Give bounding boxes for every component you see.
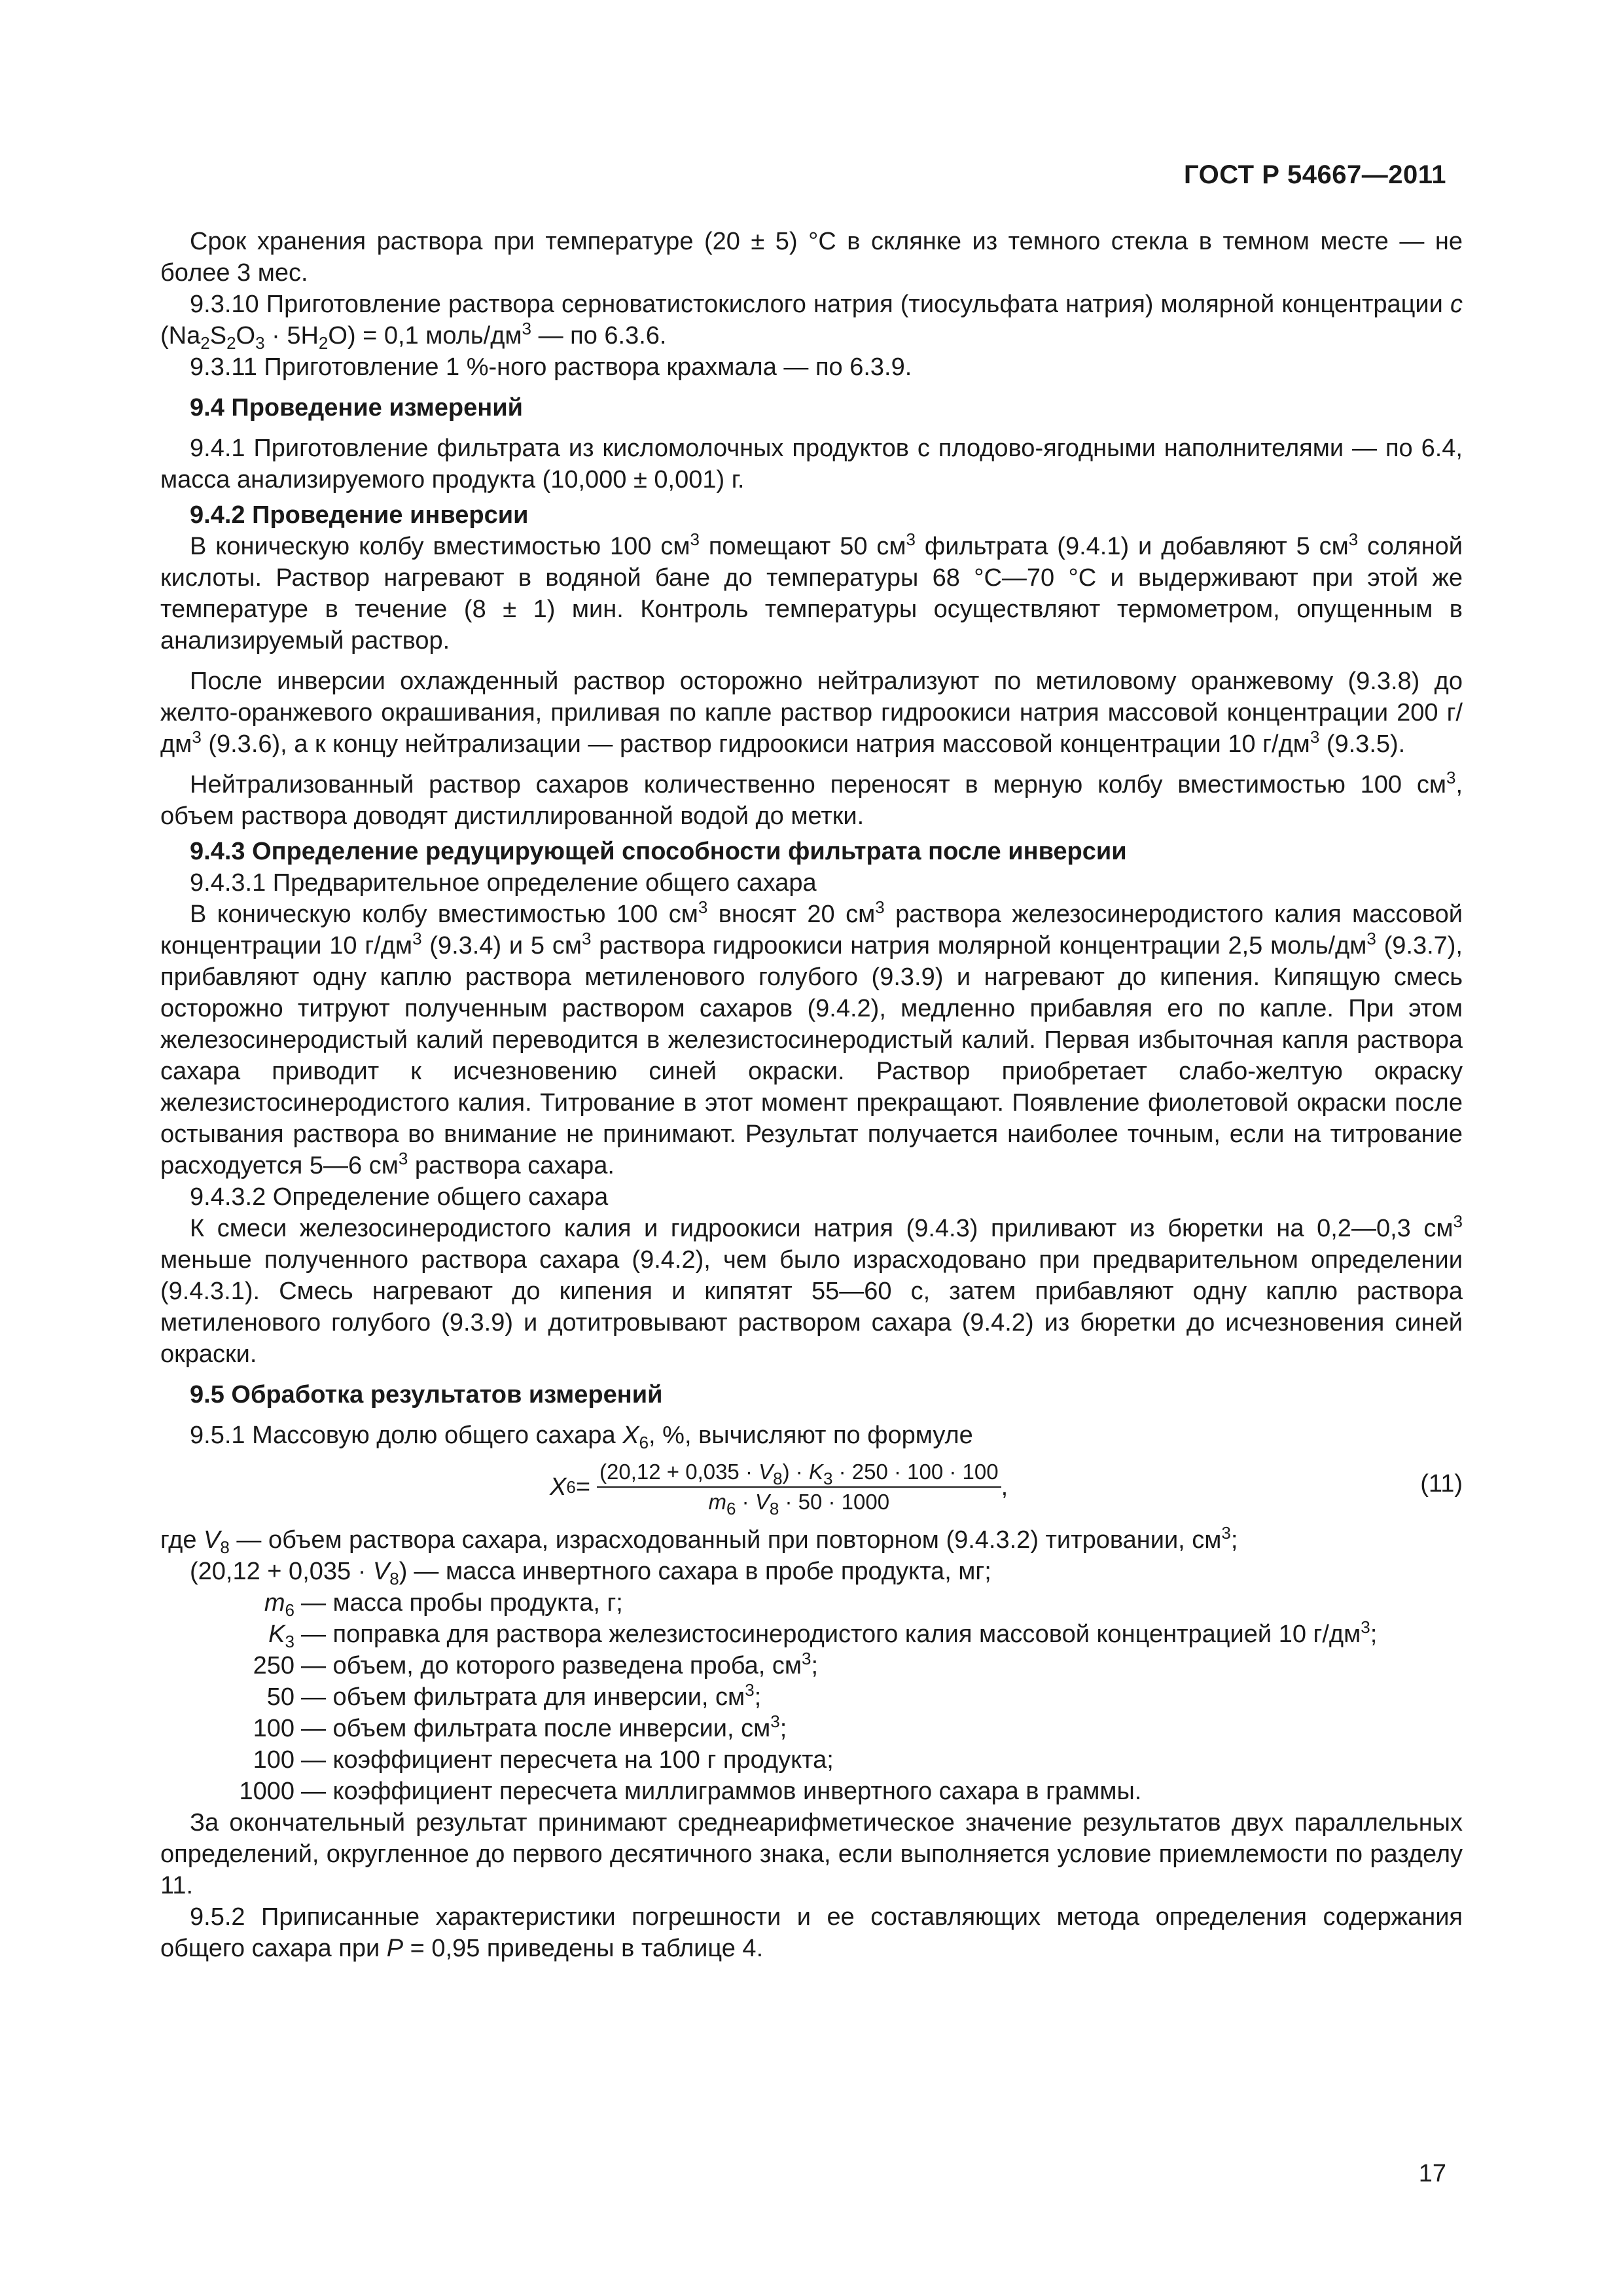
paragraph-total-sugar: К смеси железосинеродистого калия и гидроокиси натрия (9.4.3) приливают из бюретки на 0,2—0,3 $см^3$ меньше полученного раствора сахара (9.4.2), чем было израсходовано при предварительном определении (9.4.3.1). Смесь нагревают до кипения и кипятят 55—60 с, затем прибавляют одну каплю раствора метиленового голубого (9.3.9) и дотитровывают раствором сахара (9.4.2) из бюретки до исчезновения синей окраски. [160,1211,1463,1368]
formula-fraction [597,1459,1001,1518]
paragraph-preliminary: В коническую колбу вместимостью 100 $см^3$ вносят 20 $см^3$ раствора железосинеродистого калия массовой концентрации 10 $г/дм^3$ (9.3.4) и 5 $см^3$ раствора гидроокиси натрия молярной концентрации 2,5 моль/$дм^3$ (9.3.7), прибавляют одну каплю раствора метиленового голубого (9.3.9) и нагревают до кипения. Кипящую смесь осторожно титруют полученным раствором сахаров (9.4.2), медленно прибавляя его по капле. При этом железосинеродистый калий переводится в железистосинеродистый калий. Первая избыточная капля раствора сахара приводит к исчезновению синей окраски. Раствор приобретает слабо-желтую окраску железистосинеродистого калия. Титрование в этот момент прекращают. Появление фиолетовой окраски после остывания раствора во внимание не принимают. Результат получается наиболее точным, если на титрование расходуется 5—6 $см^3$ раствора сахара. [160,897,1463,1179]
legend-m6: $m_6$ — масса пробы продукта, г; [264,1589,623,1620]
legend-50: 50 — объем фильтрата для инверсии, $см^3$; [266,1680,762,1711]
paragraph-9-4-3-1: 9.4.3.1 Предварительное определение общего сахара [190,869,817,897]
document-code-header: ГОСТ Р 54667—2011 [1184,160,1446,189]
paragraph-9-3-11: 9.3.11 Приготовление 1 %-ного раствора крахмала — по 6.3.9. [190,353,912,381]
paragraph-9-4-3-2: 9.4.3.2 Определение общего сахара [190,1183,609,1211]
formula-numerator: $(20,12 + 0,035 \cdot V_8) \cdot K_3 \cdot 250 \cdot 100 \cdot 100$ [597,1459,1001,1488]
paragraph-neutralization: После инверсии охлажденный раствор осторожно нейтрализуют по метиловому оранжевому (9.3.8) до желто-оранжевого окрашивания, приливая по капле раствор гидроокиси натрия массовой концентрации 200 $г/дм^3$ (9.3.6), а к концу нейтрализации — раствор гидроокиси натрия массовой концентрации 10 $г/дм^3$ (9.3.5). [160,668,1463,758]
paragraph-9-5-2: 9.5.2 Приписанные характеристики погрешности и ее составляющих метода определения содержания общего сахара при P = 0,95 приведены в таблице 4. [160,1903,1463,1962]
document-body [160,226,1463,1964]
legend-invert-sugar: $(20,12 + 0,035 \cdot V_8)$ — масса инвертного сахара в пробе продукта, мг; [190,1558,991,1588]
formula-expression: X 6 = $\frac{(20,12 + 0,035 \cdot V_8) \cdot K_3 \cdot 250 \cdot 100 \cdot 100}{m_6 \cdot V_8 \cdot 50 \cdot 1000}$ , [550,1460,1008,1518]
heading-9-4-2: 9.4.2 Проведение инверсии [190,501,529,529]
legend-k3: $K_3$ — поправка для раствора железистосинеродистого калия массовой концентрацией 10 $г/дм^3$; [268,1617,1378,1651]
paragraph-storage: Срок хранения раствора при температуре (20 ± 5) °С в склянке из темного стекла в темном месте — не более 3 мес. [160,228,1463,287]
paragraph-9-3-10: 9.3.10 Приготовление раствора серноватистокислого натрия (тиосульфата натрия) молярной концентрации с $(Na_2S_2O_3 \cdot 5H_2O) = 0,1$ моль/$дм^3$ — по 6.3.6. [160,291,1463,353]
legend-1000: 1000 — коэффициент пересчета миллиграммов инвертного сахара в граммы. [239,1778,1142,1805]
legend-v8: где $V_8$ — объем раствора сахара, израсходованный при повторном (9.4.3.2) титровании, $см^3$; [160,1523,1238,1557]
formula-denominator: $m_6 \cdot V_8 \cdot 50 \cdot 1000$ [708,1490,890,1518]
paragraph-final-result: За окончательный результат принимают среднеарифметическое значение результатов двух параллельных определений, округленное до первого десятичного знака, если выполняется условие приемлемости по разделу 11. [160,1809,1463,1899]
heading-9-4: 9.4 Проведение измерений [190,394,523,422]
paragraph-9-4-1: 9.4.1 Приготовление фильтрата из кисломолочных продуктов с плодово-ягодными наполнителями — по 6.4, масса анализируемого продукта (10,000 ± 0,001) г. [160,435,1463,493]
heading-9-4-3: 9.4.3 Определение редуцирующей способности фильтрата после инверсии [190,838,1127,865]
legend-250: 250 — объем, до которого разведена проба, $см^3$; [253,1649,819,1679]
formula-legend [160,1524,1463,1807]
paragraph-transfer: Нейтрализованный раствор сахаров количественно переносят в мерную колбу вместимостью 100 $см^3$, объем раствора доводят дистиллированной водой до метки. [160,768,1463,830]
formula-number: (11) [1420,1470,1463,1498]
legend-100-volume: 100 — объем фильтрата после инверсии, $см^3$; [253,1712,787,1742]
formula-11 [160,1454,1463,1519]
heading-9-5: 9.5 Обработка результатов измерений [190,1381,663,1408]
paragraph-9-5-1: 9.5.1 Массовую долю общего сахара $X_6$, %, вычисляют по формуле [190,1422,973,1452]
legend-100-coefficient: 100 — коэффициент пересчета на 100 г продукта; [253,1746,834,1774]
paragraph-inversion: В коническую колбу вместимостью 100 $см^3$ помещают 50 $см^3$ фильтрата (9.4.1) и добавляют 5 $см^3$ соляной кислоты. Раствор нагревают в водяной бане до температуры 68 °С—70 °С и выдерживают при этой же температуре в течение (8 ± 1) мин. Контроль температуры осуществляют термометром, опущенным в анализируемый раствор. [160,529,1463,655]
page-number: 17 [1418,2160,1446,2187]
